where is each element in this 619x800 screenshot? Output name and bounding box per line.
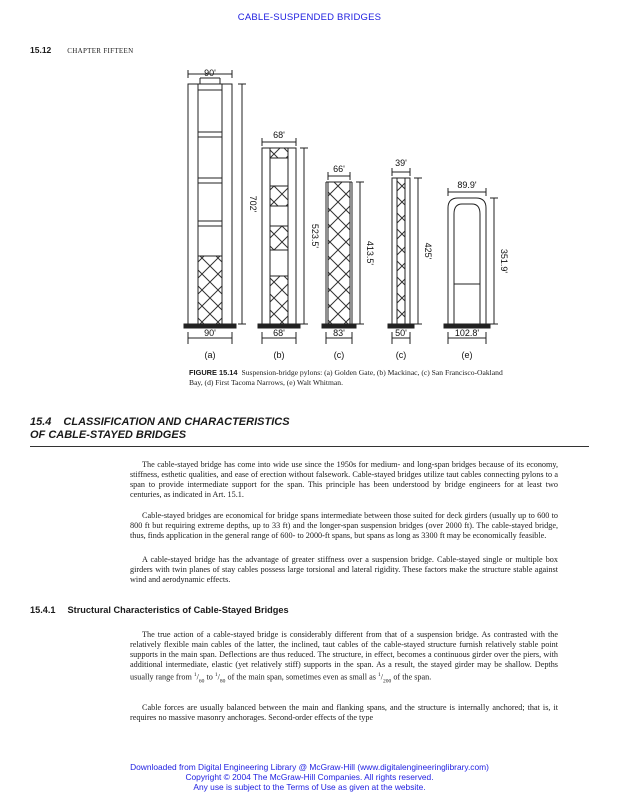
pylon-a xyxy=(184,70,246,344)
height-c: 413.5' xyxy=(365,240,375,266)
top-width-b: 68' xyxy=(273,130,285,140)
pylon-b xyxy=(258,138,308,344)
page-banner: CABLE-SUSPENDED BRIDGES xyxy=(237,12,382,23)
pylon-e xyxy=(444,188,498,344)
figure-label: FIGURE 15.14 xyxy=(189,368,238,377)
footer-download-link[interactable]: Downloaded from Digital Engineering Library @ McGraw-Hill (www.digitalengineeringlibrary.com) xyxy=(130,762,489,772)
paragraph: The true action of a cable-stayed bridge is considerably different from that of a suspension bridge. As contrasted with the relatively flexible main cables of the latter, the inclined, taut cables of the cable-stayed structure furnish relatively stable point supports in the main span. Deflections are thus reduced. The structure, in effect, becomes a continuous girder over the piers, with additional intermediate, elastic (yet relatively stiff) supports in the span. As a result, the stayed girder may be shallow. Depths usually range from $^1/_{60}$ to $^1/_{80}$ of the main span, sometimes even as small as $^1/_{200}$ of the span. xyxy=(130,630,558,685)
running-head xyxy=(30,45,133,55)
panel-label-a: (a) xyxy=(204,350,216,360)
height-b: 523.5' xyxy=(310,223,320,249)
fraction-numerator: 1 xyxy=(193,672,197,679)
paragraph-text: of the main span, sometimes even as small as xyxy=(227,673,376,683)
paragraph-text: A cable-stayed bridge has the advantage of greater stiffness over a suspension bridge. Cable-stayed single or multiple box girders with twin planes of stay cables possess large torsional and lateral rigidity. These factors make the structure stable against wind and aerodynamic effects. xyxy=(130,555,558,585)
section-number: 15.4 xyxy=(30,416,52,428)
fraction-numerator: 1 xyxy=(378,672,381,679)
fraction-denominator: 80 xyxy=(219,678,226,685)
pylon-figure xyxy=(170,66,510,362)
paragraph-text: Cable-stayed bridges are economical for bridge spans intermediate between those suited for deck girders (usually up to 600 to 800 ft but requiring extreme depths, up to 33 ft) and the longer-span suspension bridges (over 2000 ft). The cable-stayed bridge, thus, finds application in the general range of 600- to 2000-ft spans, but spans as long as 3300 ft may be economically feasible. xyxy=(130,511,558,541)
panel-label-d: (c) xyxy=(395,350,407,360)
paragraph xyxy=(130,703,558,723)
paragraph-text: Cable forces are usually balanced between the main and flanking spans, and the structure is internally anchored; that is, it requires no massive masonry anchorages. Second-order effects of the type xyxy=(130,703,558,723)
top-width-a: 90' xyxy=(204,68,216,78)
base-width-d: 50' xyxy=(395,328,407,338)
section-title-line1: CLASSIFICATION AND CHARACTERISTICS xyxy=(63,416,290,428)
height-a: 702' xyxy=(248,195,258,213)
top-width-d: 39' xyxy=(395,158,407,168)
paragraph-text: The true action of a cable-stayed bridge is considerably different from that of a suspension bridge. As contrasted with the relatively flexible main cables of the latter, the inclined, taut cables of the cable-stayed structure furnish relatively stable point supports in the main span. Deflections are thus reduced. The structure, in effect, becomes a continuous girder over the piers, with additional intermediate, elastic (yet relatively stiff) supports in the span. As a result, the stayed girder may be shallow. Depths usually range from xyxy=(130,630,558,683)
panel-label-e: (e) xyxy=(461,350,473,360)
section-title xyxy=(30,416,290,442)
paragraph xyxy=(130,460,558,500)
pylon-d xyxy=(388,168,422,344)
paragraph xyxy=(130,511,558,541)
base-width-a: 90' xyxy=(204,328,216,338)
section-rule xyxy=(30,446,589,447)
top-width-e: 89.9' xyxy=(457,180,477,190)
chapter-name: CHAPTER FIFTEEN xyxy=(67,47,134,55)
paragraph-text: of the span. xyxy=(393,673,432,683)
subsection-title-text: Structural Characteristics of Cable-Stayed Bridges xyxy=(67,605,289,615)
panel-label-b: (b) xyxy=(273,350,285,360)
panel-label-c: (c) xyxy=(333,350,345,360)
height-e: 351.9' xyxy=(499,248,509,274)
fraction-denominator: 200 xyxy=(383,678,392,685)
base-width-c: 83' xyxy=(333,328,345,338)
footer-copyright: Copyright © 2004 The McGraw-Hill Companies. All rights reserved. xyxy=(185,772,434,782)
subsection-title xyxy=(30,605,289,615)
subsection-number: 15.4.1 xyxy=(30,605,56,615)
height-d: 425' xyxy=(423,242,433,260)
paragraph-text: to xyxy=(206,673,213,683)
base-width-e: 102.8' xyxy=(454,328,480,338)
page-number: 15.12 xyxy=(30,45,52,55)
paragraph-text: The cable-stayed bridge has come into wide use since the 1950s for medium- and long-span bridges because of its economy, stiffness, esthetic qualities, and ease of erection without falsework. Cable-stayed bridges utilize taut cables connecting pylons to a span to provide intermediate support for the span. This principle has been understood by bridge engineers for at least two centuries, as indicated in Art. 15.1. xyxy=(130,460,558,500)
figure-caption xyxy=(189,368,509,388)
fraction-denominator: 60 xyxy=(198,678,205,685)
paragraph xyxy=(130,555,558,585)
footer-terms-link[interactable]: Any use is subject to the Terms of Use as given at the website. xyxy=(193,782,426,792)
top-width-c: 66' xyxy=(333,164,345,174)
section-title-line2: OF CABLE-STAYED BRIDGES xyxy=(30,429,187,441)
figure-caption-text: Suspension-bridge pylons: (a) Golden Gate, (b) Mackinac, (c) San Francisco-Oakland Bay, (d) First Tacoma Narrows, (e) Walt Whitman. xyxy=(189,368,503,387)
pylon-c xyxy=(322,172,364,344)
page-footer xyxy=(0,762,619,792)
base-width-b: 68' xyxy=(273,328,285,338)
fraction-numerator: 1 xyxy=(214,672,218,679)
